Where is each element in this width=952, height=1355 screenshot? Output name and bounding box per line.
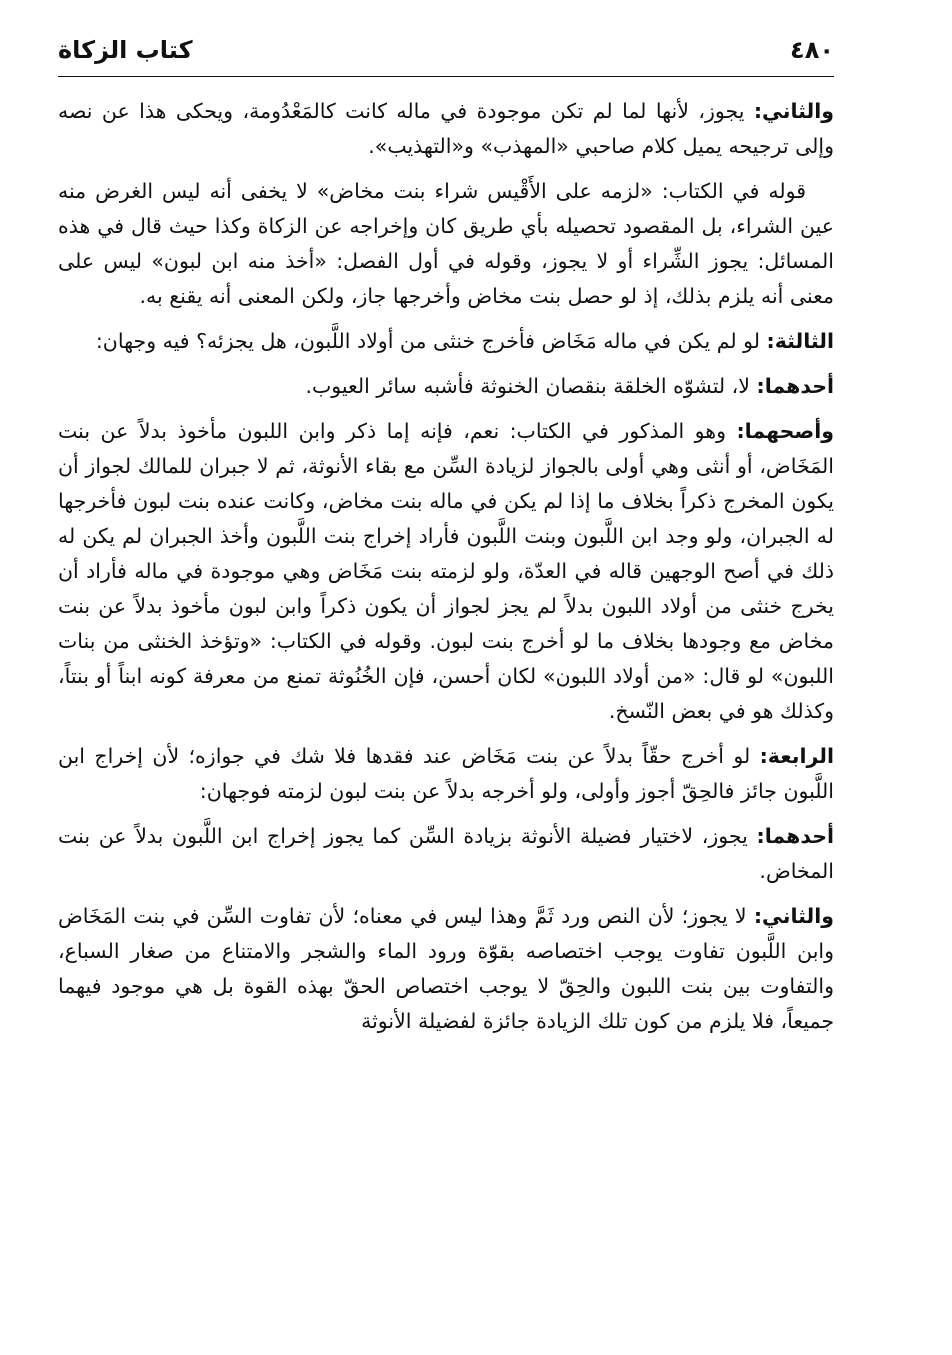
paragraph	[58, 739, 834, 809]
paragraph-text: لا، لتشوّه الخلقة بنقصان الخنوثة فأشبه سائر العيوب.	[305, 374, 757, 398]
paragraph-lead: الثالثة:	[766, 329, 834, 353]
paragraph-lead: وأصحهما:	[736, 419, 834, 443]
chapter-title: كتاب الزكاة	[58, 36, 193, 64]
paragraph	[58, 369, 834, 404]
page-header	[58, 34, 834, 74]
paragraph-text: لو أخرج حقّاً بدلاً عن بنت مَخَاض عند فقدها فلا شك في جوازه؛ لأن إخراج ابن اللَّبون جائز فالحِقّ أجوز وأولى، ولو أخرجه بدلاً عن بنت لبون لزمته فوجهان:	[58, 744, 834, 803]
paragraph-text: يجوز، لأنها لما لم تكن موجودة في ماله كانت كالمَعْدُومة، ويحكى هذا عن نصه وإلى ترجيحه يميل كلام صاحبي «المهذب» و«التهذيب».	[58, 99, 834, 158]
paragraph	[58, 174, 834, 314]
paragraph	[58, 899, 834, 1039]
paragraph-text: قوله في الكتاب: «لزمه على الأَقْيس شراء بنت مخاض» لا يخفى أنه ليس الغرض منه عين الشراء، بل المقصود تحصيله بأي طريق كان وإخراجه عن الزكاة وكذا حيث قال في هذه المسائل: يجوز الشِّراء أو لا يجوز، وقوله في أول الفصل: «أخذ منه ابن لبون» ليس على معنى أنه يلزم بذلك، إذ لو حصل بنت مخاض وأخرجها جاز، ولكن المعنى أنه يقنع به.	[58, 179, 834, 308]
paragraph	[58, 819, 834, 889]
paragraph-text: لو لم يكن في ماله مَخَاض فأخرج خنثى من أولاد اللَّبون، هل يجزئه؟ فيه وجهان:	[95, 329, 767, 353]
paragraph-lead: أحدهما:	[756, 374, 834, 398]
header-divider	[58, 76, 834, 77]
paragraph	[58, 414, 834, 729]
page-number: ٤٨٠	[790, 36, 834, 64]
paragraph-lead: والثاني:	[753, 904, 834, 928]
body-text	[58, 94, 834, 1049]
paragraph	[58, 324, 834, 359]
paragraph-lead: والثاني:	[753, 99, 834, 123]
paragraph-text: وهو المذكور في الكتاب: نعم، فإنه إما ذكر وابن اللبون مأخوذ بدلاً عن بنت المَخَاض، أو أنثى وهي أولى بالجواز لزيادة السِّن مع بقاء الأنوثة، ثم لا جبران للمالك لجواز أن يكون المخرج ذكراً بخلاف ما إذا لم يكن في ماله بنت مخاض، وكانت عنده بنت لبون فأخرجها له الجبران، ولو وجد ابن اللَّبون وبنت اللَّبون فأراد إخراج بنت اللَّبون وأخذ الجبران لم يكن له ذلك في أصح الوجهين قاله في العدّة، ولو لزمته بنت مَخَاض وهي موجودة في ماله فأراد أن يخرج خنثى من أولاد اللبون بدلاً لم يجز لجواز أن يكون ذكراً وابن لبون مأخوذ بدلاً عن بنت مخاض مع وجودها بخلاف ما لو أخرج بنت لبون. وقوله في الكتاب: «وتؤخذ الخنثى من بنات اللبون» لو قال: «من أولاد اللبون» لكان أحسن، فإن الخُنُوثة تمنع من معرفة كونه ابناً أو بنتاً، وكذلك هو في بعض النّسخ.	[58, 419, 834, 723]
paragraph-lead: أحدهما:	[756, 824, 834, 848]
paragraph-lead: الرابعة:	[759, 744, 834, 768]
paragraph-text: يجوز، لاختيار فضيلة الأنوثة بزيادة السِّن كما يجوز إخراج ابن اللَّبون بدلاً عن بنت المخاض.	[58, 824, 834, 883]
paragraph-text: لا يجوز؛ لأن النص ورد ثَمَّ وهذا ليس في معناه؛ لأن تفاوت السِّن في بنت المَخَاض وابن اللَّبون تفاوت يوجب اختصاصه بقوّة ورود الماء والشجر والامتناع من صغار السباع، والتفاوت بين بنت اللبون والحِقّ لا يوجب اختصاص الحقّ بهذه القوة بل هي موجود فيهما جميعاً، فلا يلزم من كون تلك الزيادة جائزة لفضيلة الأنوثة	[58, 904, 834, 1033]
paragraph	[58, 94, 834, 164]
